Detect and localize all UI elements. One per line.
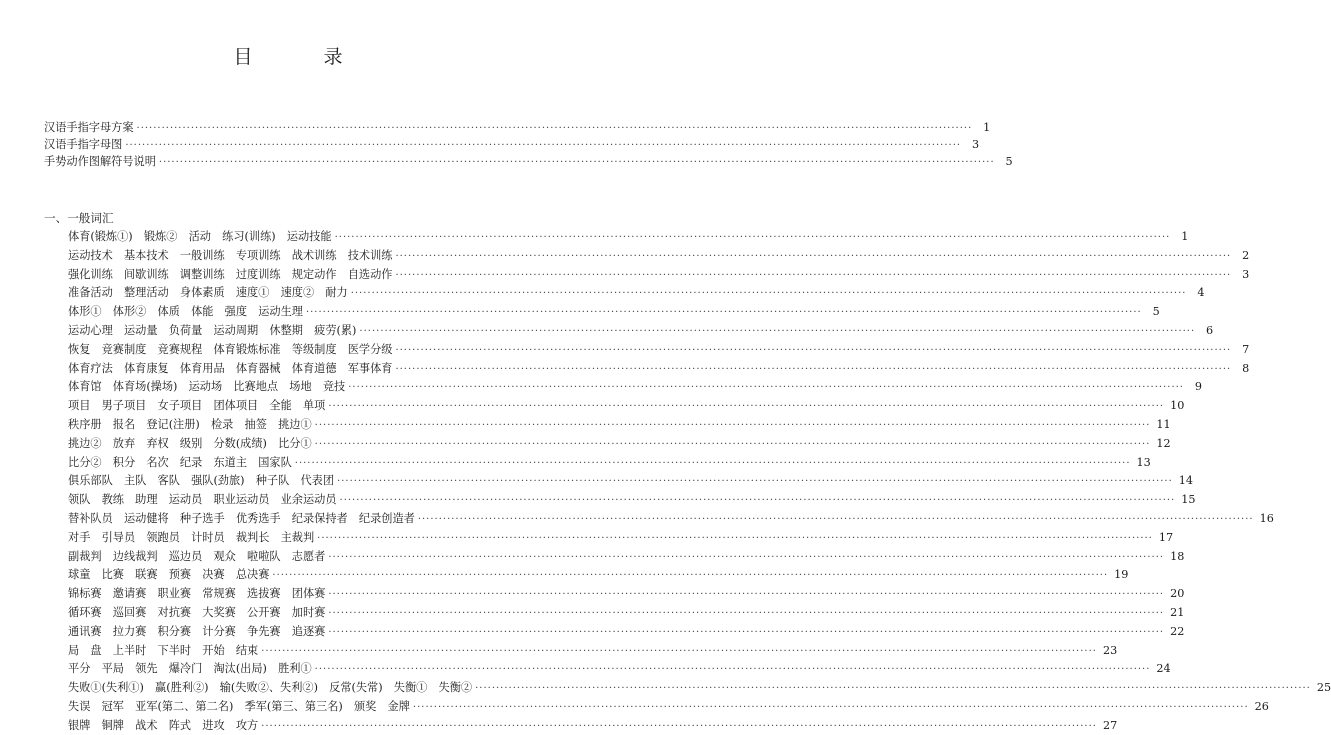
toc-entry-title: 项目 男子项目 女子项目 团体项目 全能 单项 xyxy=(68,399,326,413)
dot-leader: ········································································································································································································ xyxy=(294,457,1131,469)
toc-entry-title: 球童 比赛 联赛 预赛 决赛 总决赛 xyxy=(68,568,270,582)
toc-entry-page-number: 4 xyxy=(1197,286,1205,300)
toc-entry-title: 秩序册 报名 登记(注册) 检录 抽签 挑边① xyxy=(68,418,312,431)
toc-entry-page-number: 25 xyxy=(1316,681,1331,695)
toc-entry-row[interactable] xyxy=(68,548,1185,566)
dot-leader: ········································································································································································································ xyxy=(348,382,1184,394)
toc-entry-row[interactable] xyxy=(68,698,1269,716)
front-matter-item-title: 汉语手指字母图 xyxy=(44,138,123,151)
toc-entry-title: 失误 冠军 亚军(第二、第二名) 季军(第三、第三名) 颁奖 金牌 xyxy=(68,700,410,713)
toc-entry-row[interactable] xyxy=(68,247,1250,265)
toc-entry-page-number: 6 xyxy=(1206,324,1214,337)
toc-entry-title: 对手 引导员 领跑员 计时员 裁判长 主裁判 xyxy=(68,530,315,544)
toc-entry-title: 体育(锻炼①) 锻炼② 活动 练习(训练) 运动技能 xyxy=(68,230,332,243)
toc-entry-title: 体育馆 体育场(操场) 运动场 比赛地点 场地 竞技 xyxy=(68,380,346,394)
toc-entry-row[interactable] xyxy=(68,228,1189,246)
dot-leader: ········································································································································································································ xyxy=(328,608,1165,619)
toc-entry-row[interactable] xyxy=(68,284,1205,302)
toc-entry-title: 领队 教练 助理 运动员 职业运动员 业余运动员 xyxy=(68,493,337,507)
front-matter-item-row[interactable] xyxy=(44,136,980,154)
dot-leader: ········································································································································································································ xyxy=(261,720,1097,732)
dot-leader: ········································································································································································································ xyxy=(314,438,1151,450)
dot-leader: ········································································································································································································ xyxy=(339,495,1176,507)
toc-entry-title: 循环赛 巡回赛 对抗赛 大奖赛 公开赛 加时赛 xyxy=(68,606,326,619)
dot-leader: ········································································································································································································ xyxy=(328,589,1165,601)
toc-entry-page-number: 23 xyxy=(1102,643,1118,657)
dot-leader: ········································································································································································································ xyxy=(317,532,1153,544)
front-matter-item-row[interactable] xyxy=(44,153,1013,171)
toc-entry-title: 体形① 体形② 体质 体能 强度 运动生理 xyxy=(68,305,303,319)
toc-entry-page-number: 18 xyxy=(1170,549,1185,563)
toc-entry-row[interactable] xyxy=(68,472,1194,490)
toc-entry-page-number: 21 xyxy=(1170,606,1185,619)
front-matter-item-title: 手势动作图解符号说明 xyxy=(44,155,156,168)
dot-leader: ········································································································································································································ xyxy=(136,123,973,134)
dot-leader: ········································································································································································································ xyxy=(314,420,1151,431)
toc-entry-title: 局 盘 上半时 下半时 开始 结束 xyxy=(68,643,259,657)
toc-entry-page-number: 2 xyxy=(1242,248,1250,262)
dot-leader: ········································································································································································································ xyxy=(395,344,1232,356)
dot-leader: ········································································································································································································ xyxy=(305,307,1142,319)
toc-entry-row[interactable] xyxy=(68,660,1171,678)
dot-leader: ········································································································································································································ xyxy=(395,363,1232,375)
toc-entry-page-number: 13 xyxy=(1136,455,1151,469)
front-matter-item-title: 汉语手指字母方案 xyxy=(44,121,134,134)
toc-entry-row[interactable] xyxy=(68,435,1171,453)
dot-leader: ········································································································································································································ xyxy=(334,232,1171,243)
toc-entry-row[interactable] xyxy=(68,266,1250,284)
toc-entry-page-number: 27 xyxy=(1102,718,1118,732)
toc-entry-title: 副裁判 边线裁判 巡边员 观众 啦啦队 志愿者 xyxy=(68,549,326,563)
dot-leader: ········································································································································································································ xyxy=(261,645,1097,657)
toc-entry-row[interactable] xyxy=(68,322,1214,340)
dot-leader: ········································································································································································································ xyxy=(395,269,1232,281)
toc-entry-row[interactable] xyxy=(68,341,1250,359)
dot-leader: ········································································································································································································ xyxy=(272,570,1109,582)
toc-entry-page-number: 3 xyxy=(1242,267,1250,281)
dot-leader: ········································································································································································································ xyxy=(359,326,1196,337)
toc-entry-page-number: 22 xyxy=(1170,624,1185,638)
toc-entry-page-number: 9 xyxy=(1194,380,1202,394)
toc-entry-title: 通讯赛 拉力赛 积分赛 计分赛 争先赛 追逐赛 xyxy=(68,624,326,638)
dot-leader: ········································································································································································································ xyxy=(350,288,1187,300)
toc-entry-row[interactable] xyxy=(68,679,1331,697)
toc-entry-page-number: 10 xyxy=(1170,399,1185,413)
front-matter-item-page-number: 5 xyxy=(1005,155,1013,168)
toc-entry-row[interactable] xyxy=(68,454,1151,472)
toc-entry-row[interactable] xyxy=(68,378,1202,396)
toc-entry-row[interactable] xyxy=(68,303,1160,321)
dot-leader: ········································································································································································································ xyxy=(412,702,1249,713)
toc-entry-row[interactable] xyxy=(68,416,1171,434)
dot-leader: ········································································································································································································ xyxy=(328,626,1165,638)
toc-entry-page-number: 26 xyxy=(1254,700,1269,713)
toc-entry-page-number: 5 xyxy=(1152,305,1160,319)
dot-leader: ········································································································································································································ xyxy=(395,250,1232,262)
toc-entry-title: 运动心理 运动量 负荷量 运动周期 休整期 疲劳(累) xyxy=(68,324,357,337)
toc-entry-title: 挑边② 放弃 弃权 级别 分数(成绩) 比分① xyxy=(68,436,312,450)
toc-entry-title: 银牌 铜牌 战术 阵式 进攻 攻方 xyxy=(68,718,259,732)
toc-entry-row[interactable] xyxy=(68,491,1196,509)
toc-entry-row[interactable] xyxy=(68,642,1118,660)
toc-entry-title: 比分② 积分 名次 纪录 东道主 国家队 xyxy=(68,455,292,469)
toc-entry-row[interactable] xyxy=(68,604,1185,622)
dot-leader: ········································································································································································································ xyxy=(475,683,1311,695)
toc-entry-page-number: 12 xyxy=(1156,436,1171,450)
dot-leader: ········································································································································································································ xyxy=(337,476,1173,488)
toc-entry-row[interactable] xyxy=(68,566,1129,584)
dot-leader: ········································································································································································································ xyxy=(125,140,962,151)
toc-entry-row[interactable] xyxy=(68,529,1174,547)
page-title: 目 录 xyxy=(233,46,369,68)
dot-leader: ········································································································································································································ xyxy=(328,551,1165,563)
toc-entry-page-number: 15 xyxy=(1181,493,1196,507)
toc-entry-row[interactable] xyxy=(68,397,1185,415)
toc-entry-page-number: 24 xyxy=(1156,662,1171,676)
toc-entry-row[interactable] xyxy=(68,360,1250,378)
toc-entry-row[interactable] xyxy=(68,623,1185,641)
toc-entry-title: 准备活动 整理活动 身体素质 速度① 速度② 耐力 xyxy=(68,286,348,300)
toc-entry-title: 俱乐部队 主队 客队 强队(劲旅) 种子队 代表团 xyxy=(68,474,335,488)
toc-entry-row[interactable] xyxy=(68,585,1185,603)
toc-entry-title: 运动技术 基本技术 一般训练 专项训练 战术训练 技术训练 xyxy=(68,248,393,262)
toc-entry-page-number: 8 xyxy=(1242,361,1250,375)
front-matter-item-page-number: 1 xyxy=(983,121,991,134)
toc-entry-page-number: 16 xyxy=(1259,512,1274,525)
toc-entry-page-number: 11 xyxy=(1156,418,1171,431)
toc-entry-title: 锦标赛 邀请赛 职业赛 常规赛 选拔赛 团体赛 xyxy=(68,587,326,601)
toc-entry-page-number: 20 xyxy=(1170,587,1185,601)
toc-entry-title: 强化训练 间歇训练 调整训练 过度训练 规定动作 自选动作 xyxy=(68,267,393,281)
toc-entry-page-number: 17 xyxy=(1158,530,1174,544)
dot-leader: ········································································································································································································ xyxy=(328,401,1165,413)
toc-entry-row[interactable] xyxy=(68,510,1274,528)
toc-entry-page-number: 19 xyxy=(1114,568,1129,582)
toc-entry-page-number: 7 xyxy=(1242,342,1250,356)
toc-entry-page-number: 1 xyxy=(1181,230,1189,243)
front-matter-item-page-number: 3 xyxy=(971,138,980,151)
toc-entry-row[interactable] xyxy=(68,717,1118,735)
toc-entry-title: 替补队员 运动健将 种子选手 优秀选手 纪录保持者 纪录创造者 xyxy=(68,512,415,525)
section-heading: 一、一般词汇 xyxy=(44,211,114,225)
toc-entry-title: 体育疗法 体育康复 体育用品 体育器械 体育道德 军事体育 xyxy=(68,361,393,375)
dot-leader: ········································································································································································································ xyxy=(158,157,995,168)
dot-leader: ········································································································································································································ xyxy=(314,664,1151,676)
front-matter-item-row[interactable] xyxy=(44,119,991,137)
dot-leader: ········································································································································································································ xyxy=(417,514,1254,525)
toc-entry-title: 恢复 竞赛制度 竞赛规程 体育锻炼标准 等级制度 医学分级 xyxy=(68,342,393,356)
toc-entry-title: 失败①(失利①) 赢(胜利②) 输(失败②、失利②) 反常(失常) 失衡① 失衡② xyxy=(68,681,473,695)
toc-entry-page-number: 14 xyxy=(1178,474,1194,488)
toc-entry-title: 平分 平局 领先 爆冷门 淘汰(出局) 胜利① xyxy=(68,662,312,676)
